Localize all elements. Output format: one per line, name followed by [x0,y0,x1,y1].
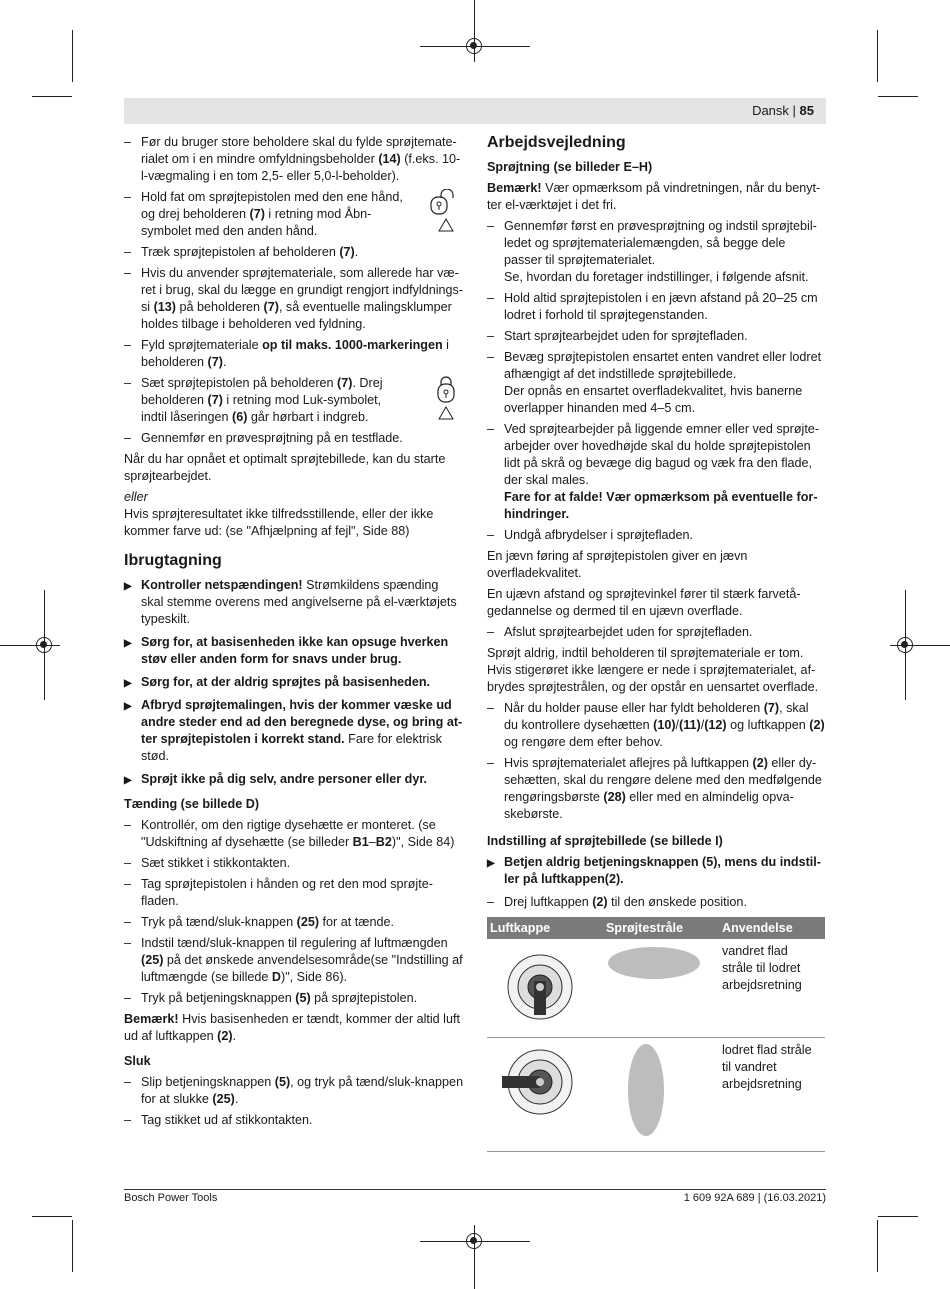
crop-mark [878,96,918,97]
paragraph: Sprøjt aldrig, indtil beholderen til sprøjtemateriale er tom. Hvis stigerøret ikke længere er nede i sprøjtematerialet, afbrydes sprøjtestrålen, og der opstår en uensartet overflade. [487,646,819,694]
list-item: – Træk sprøjtepistolen af beholderen (7). [124,244,464,261]
crop-mark [72,30,73,82]
list-item: – Hvis du anvender sprøjtemateriale, som allerede har været i brug, skal du lægge en grundigt rengjort indfyldningssi (13) på beholderen (7), så eventuelle malingsklumper holdes tilbage i beholderen ved fyldning. [124,265,464,333]
use-cell: vandret flad stråle til lodret arbejdsretning [719,939,825,1038]
list-item: – Når du holder pause eller har fyldt beholderen (7), skal du kontrollere dysehætten (10)/(11)/(12) og luftkappen (2) og rengøre dem efter behov. [487,700,825,751]
crop-mark [32,1216,72,1217]
note: Bemærk! Vær opmærksom på vindretningen, når du benytter el-værktøjet i det fri. [487,181,821,212]
warning-item: ▶ Sprøjt ikke på dig selv, andre personer eller dyr. [124,771,464,788]
paragraph: Hvis sprøjteresultatet ikke tilfredsstillende, eller der ikke kommer farve ud: (se "Afhjælpning af fejl", Side 88) [124,507,434,538]
spray-pattern-cell [603,1038,719,1152]
left-column [124,134,464,1133]
list-item: – Kontrollér, om den rigtige dysehætte er monteret. (se "Udskiftning af dysehætte (se billeder B1–B2)", Side 84) [124,817,464,851]
list-item: – Tag stikket ud af stikkontakten. [124,1112,464,1129]
page-header-text: Dansk | 85 [752,103,814,118]
list-item: – Ved sprøjtearbejder på liggende emner eller ved sprøjtearbejder over hovedhøjde skal du holde sprøjtepistolen lidt på skrå og bevæge dig bagud og væk fra den flade, der skal males. Fare for at falde! Vær opmærksom på eventuelle forhindringer. [487,421,825,523]
list-item: – Sæt stikket i stikkontakten. [124,855,464,872]
list-item: – Undgå afbrydelser i sprøjtefladen. [487,527,825,544]
section-heading: Ibrugtagning [124,552,222,569]
vertical-spray-icon [606,1042,706,1142]
footer-rule [124,1189,826,1190]
warning-item: ▶ Betjen aldrig betjeningsknappen (5), mens du indstiller på luftkappen(2). [487,854,825,888]
list-item: – Bevæg sprøjtepistolen ensartet enten vandret eller lodret afhængigt af det indstillede sprøjtebillede. Der opnås en ensartet overfladekvalitet, hvis banerne overlapper hinanden med 4–5 cm. [487,349,825,417]
page-header [124,98,826,124]
list-item: – Afslut sprøjtearbejdet uden for sprøjtefladen. [487,624,825,641]
list-item: – Fyld sprøjtemateriale op til maks. 1000-markeringen i beholderen (7). [124,337,464,371]
crop-mark [877,1220,878,1272]
horizontal-spray-icon [606,943,706,1023]
registration-mark-icon [466,38,482,54]
table-row [487,939,825,1038]
subsection-heading: Tænding (se billede D) [124,797,260,811]
page-number: 85 [799,103,814,118]
list-item: – Hvis sprøjtematerialet aflejres på luftkappen (2) eller dysehætten, skal du rengøre delene med den medfølgende rengøringsbørste (28) eller med en almindelig opvaskebørste. [487,755,825,823]
crop-mark [72,1220,73,1272]
open-step [124,189,464,240]
list-item: – Tryk på betjeningsknappen (5) på sprøjtepistolen. [124,990,464,1007]
list-item: – Start sprøjtearbejdet uden for sprøjtefladen. [487,328,825,345]
unlock-icon [428,189,464,233]
list-item: – Tag sprøjtepistolen i hånden og ret den mod sprøjtefladen. [124,876,464,910]
lock-icon [428,375,464,421]
spray-pattern-table [487,917,825,1152]
warning-item: ▶ Kontroller netspændingen! Strømkildens spænding skal stemme overens med angivelserne på el-værktøjets typeskilt. [124,577,464,628]
paragraph: Når du har opnået et optimalt sprøjtebillede, kan du starte sprøjtearbejdet. [124,452,446,483]
list-item: – Indstil tænd/sluk-knappen til regulering af luftmængden (25) på det ønskede anvendelsesområde(se "Indstilling af luftmængde (se billede D)", Side 86). [124,935,464,986]
registration-mark-icon [36,637,52,653]
table-header: Sprøjtestråle [603,917,719,939]
use-cell: lodret flad stråle til vandret arbejdsretning [719,1038,825,1152]
section-heading: Arbejdsvejledning [487,134,626,151]
close-step [124,375,464,426]
footer-brand: Bosch Power Tools [124,1192,218,1204]
paragraph-eller: eller [124,490,148,504]
table-header: Luftkappe [487,917,603,939]
crop-mark [32,96,72,97]
registration-mark-icon [897,637,913,653]
list-item: – Sæt sprøjtepistolen på beholderen (7). Drej beholderen (7) i retning mod Luk-symbolet, indtil låseringen (6) går hørbart i indgreb. [124,375,464,426]
list-item: – Gennemfør først en prøvesprøjtning og indstil sprøjtebilledet og sprøjtematerialemængden, så begge dele passer til sprøjtematerialet. Se, hvordan du foretager indstillinger, i følgende afsnit. [487,218,825,286]
list-item: – Før du bruger store beholdere skal du fylde sprøjtematerialet om i en mindre omfyldningsbeholder (14) (f.eks. 10-l-vægmaling i en tom 2,5- eller 5,0-l-beholder). [124,134,464,185]
crop-mark [877,30,878,82]
list-item: – Hold fat om sprøjtepistolen med den ene hånd, og drej beholderen (7) i retning mod Åbn-symbolet med den anden hånd. [124,189,464,240]
list-item: – Gennemfør en prøvesprøjtning på en testflade. [124,430,464,447]
warning-item: ▶ Sørg for, at der aldrig sprøjtes på basisenheden. [124,674,464,691]
subsection-heading: Sluk [124,1054,151,1068]
list-item: – Tryk på tænd/sluk-knappen (25) for at tænde. [124,914,464,931]
air-cap-cell [487,1038,603,1152]
spray-pattern-cell [603,939,719,1038]
crop-mark [878,1216,918,1217]
table-header-row [487,917,825,939]
warning-item: ▶ Afbryd sprøjtemalingen, hvis der kommer væske ud andre steder end ad den beregnede dyse, og bring atter sprøjtepistolen i korrekt stand. Fare for elektrisk stød. [124,697,464,765]
list-item: – Drej luftkappen (2) til den ønskede position. [487,894,825,911]
footer-doc-id: 1 609 92A 689 | (16.03.2021) [683,1192,826,1204]
paragraph: En ujævn afstand og sprøjtevinkel fører til stærk farvetågedannelse og dermed til en ujævn overflade. [487,587,801,618]
table-row [487,1038,825,1152]
paragraph: En jævn føring af sprøjtepistolen giver en jævn overfladekvalitet. [487,549,748,580]
air-cap-vertical-image [490,1042,590,1122]
note: Bemærk! Hvis basisenheden er tændt, kommer der altid luft ud af luftkappen (2). [124,1012,460,1043]
list-item: – Hold altid sprøjtepistolen i en jævn afstand på 20–25 cm lodret i forhold til sprøjtegenstanden. [487,290,825,324]
air-cap-cell [487,939,603,1038]
air-cap-horizontal-image [490,943,590,1023]
list-item: – Slip betjeningsknappen (5), og tryk på tænd/sluk-knappen for at slukke (25). [124,1074,464,1108]
table-header: Anvendelse [719,917,825,939]
header-language: Dansk [752,103,789,118]
registration-mark-icon [466,1233,482,1249]
subsection-heading: Sprøjtning (se billeder E–H) [487,160,653,174]
right-column [487,134,825,1152]
subsection-heading: Indstilling af sprøjtebillede (se billede I) [487,834,723,848]
warning-item: ▶ Sørg for, at basisenheden ikke kan opsuge hverken støv eller anden form for snavs under brug. [124,634,464,668]
